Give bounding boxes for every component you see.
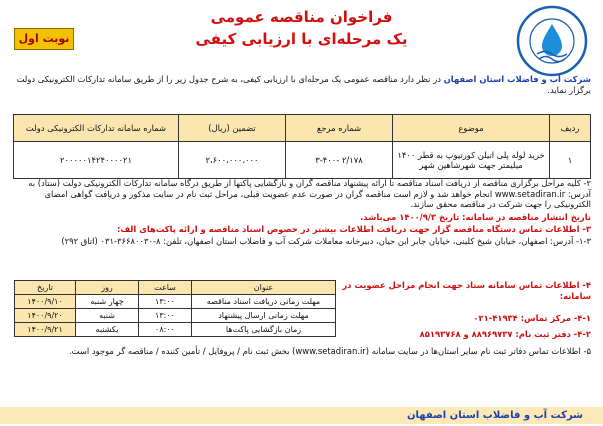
first-publication-badge: نوبت اول [14, 28, 74, 50]
intro-text: در نظر دارد مناقصه عمومی یک مرحله‌ای با ارزیابی کیفی، به شرح جدول زیر را از طریق سامانه تدارکات الکترونیکی دولت برگزار نماید. [16, 74, 591, 95]
col-ref: شماره مرجع [286, 115, 393, 142]
intro-paragraph [12, 74, 591, 95]
cell-guarantee: ۲،۶۰۰،۰۰۰،۰۰۰ [179, 142, 286, 179]
sched-col-time: ساعت [139, 281, 192, 295]
col-system-number: شماره سامانه تدارکات الکترونیکی دولت [14, 115, 179, 142]
company-logo-icon [515, 4, 589, 78]
col-subject: موضوع [393, 115, 550, 142]
sched-day: یکشنبه [76, 323, 139, 337]
para-2: ۲- کلیه مراحل برگزاری مناقصه از دریافت اسناد مناقصه تا ارائه پیشنهاد مناقصه گران و بازگشایی پاکتها از طریق درگاه سامانه تدارکات الکترونیکی دولت (ستاد) به آدرس: www.setadiran.ir انجام خواهد شد و لازم است مناقصه گران در صورت عدم عضویت قبلی، مراحل ثبت نام در سایت مذکور و دریافت گواهی امضای الکترونیکی را جهت شرکت در مناقصه محقق سازند. [28, 178, 591, 209]
page-subtitle: یک مرحله‌ای با ارزیابی کیفی [195, 30, 408, 48]
sched-date: ۱۴۰۰/۹/۲۰ [15, 309, 76, 323]
tender-table [13, 114, 591, 179]
sched-col-title: عنوان [192, 281, 336, 295]
sched-title: مهلت زمانی ارسال پیشنهاد [192, 309, 336, 323]
info-4-registration-office: ۴-۲- دفتر ثبت نام: ۸۸۹۶۹۷۳۷ و ۸۵۱۹۳۷۶۸ [419, 329, 591, 339]
schedule-table [14, 280, 336, 337]
sched-day: شنبه [76, 309, 139, 323]
info-4-call-center: ۴-۱- مرکز تماس: ۴۱۹۳۴-۰۲۱ [473, 313, 591, 323]
sched-date: ۱۴۰۰/۹/۱۰ [15, 295, 76, 309]
table-row [14, 142, 591, 179]
info-3-address: ۱-۳- آدرس: اصفهان، خیابان شیخ کلینی، خیابان جابر ابن حیان، دبیرخانه معاملات شرکت آب و فاضلاب استان اصفهان، تلفن: ۸-۳۶۶۸۰۰۳۰-۰۳۱ (اتاق ۲۹۲) [61, 236, 591, 246]
sched-date: ۱۴۰۰/۹/۲۱ [15, 323, 76, 337]
sched-time: ۱۳:۰۰ [139, 309, 192, 323]
table-row [15, 295, 336, 309]
info-4-title: ۴- اطلاعات تماس سامانه ستاد جهت انجام مراحل عضویت در سامانه: [342, 280, 591, 301]
cell-ref: ۲/۱۷۸ -۳-۴۰۰ [286, 142, 393, 179]
cell-row: ۱ [550, 142, 591, 179]
sched-col-date: تاریخ [15, 281, 76, 295]
sched-col-day: روز [76, 281, 139, 295]
sched-time: ۰۸:۰۰ [139, 323, 192, 337]
sched-title: مهلت زمانی دریافت اسناد مناقصه [192, 295, 336, 309]
sched-time: ۱۳:۰۰ [139, 295, 192, 309]
table-row [15, 323, 336, 337]
company-name: شرکت آب و فاضلاب استان اصفهان [443, 74, 591, 84]
sched-title: زمان بازگشایی پاکت‌ها [192, 323, 336, 337]
page-title: فراخوان مناقصه عمومی [210, 8, 393, 26]
cell-subject: خرید لوله پلی اتیلن کورتیوپ به قطر ۱۴۰۰ میلیمتر جهت شهرشاهین شهر [393, 142, 550, 179]
sched-day: چهار شنبه [76, 295, 139, 309]
footer-company: شرکت آب و فاضلاب استان اصفهان [0, 407, 603, 424]
cell-system-number: ۲۰۰۰۰۰۱۴۲۴۰۰۰۰۲۱ [14, 142, 179, 179]
info-5: ۵- اطلاعات تماس دفاتر ثبت نام سایر استان‌ها در سایت سامانه (www.setadiran.ir) بخش ثبت نام / پروفایل / تأمین کننده / مناقصه گر موجود است. [68, 346, 591, 356]
table-row [15, 309, 336, 323]
info-3-title: ۳- اطلاعات تماس دستگاه مناقصه گزار جهت دریافت اطلاعات بیشتر در خصوص اسناد مناقصه و ارائه پاکت‌های الف: [116, 224, 591, 234]
col-guarantee: تضمین (ریال) [179, 115, 286, 142]
publish-date: تاریخ انتشار مناقصه در سامانه: تاریخ ۱۴۰۰/۹/۳ می‌باشد. [360, 212, 591, 222]
col-row: ردیف [550, 115, 591, 142]
